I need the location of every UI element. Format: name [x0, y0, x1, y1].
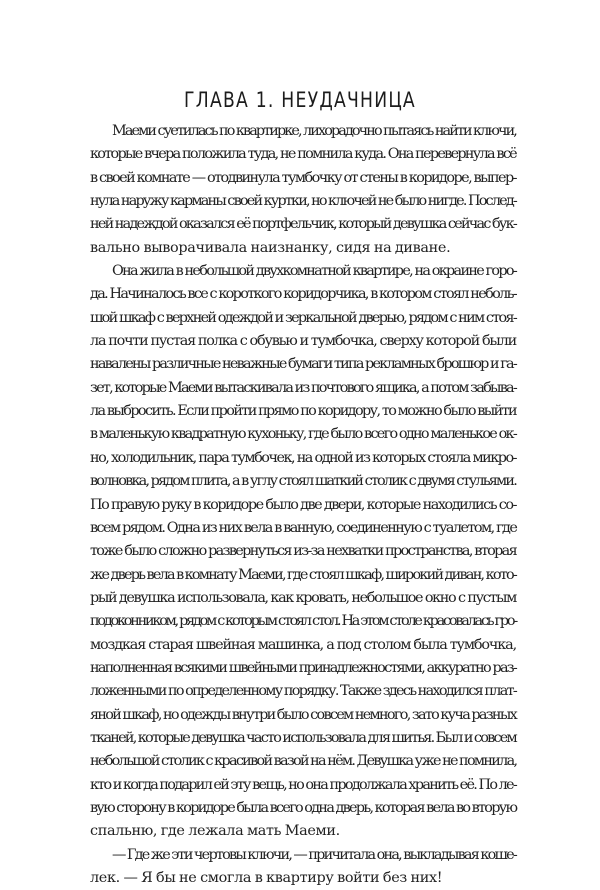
paragraph	[90, 844, 516, 890]
text-line: подоконником, рядом с которым стоял стол. На этом столе красовалась гро-	[90, 613, 516, 630]
text-line: небольшой столик с красивой вазой на нём. Девушка уже не помнила,	[90, 753, 517, 770]
text-line: волновка, рядом плита, а в углу стоял шаткий столик с двумя стульями.	[90, 473, 516, 490]
chapter-text	[90, 120, 516, 890]
text-line: всем рядом. Одна из них вела в ванную, соединенную с туалетом, где	[90, 519, 517, 536]
paragraph	[90, 120, 516, 260]
text-line: наполненная всякими швейными принадлежностями, аккуратно раз-	[90, 659, 516, 676]
text-line: Маеми суетилась по квартирке, лихорадочно пытаясь найти ключи,	[112, 123, 516, 139]
text-line: ла выбросить. Если пройти прямо по коридору, то можно было выйти	[90, 403, 516, 420]
text-line: яной шкаф, но одежды внутри было совсем немного, зато куча разных	[90, 706, 516, 723]
text-line: По правую руку в коридоре было две двери, которые находились со-	[90, 496, 516, 513]
text-line: ней надеждой оказался её портфельчик, который девушка сейчас бук-	[90, 216, 516, 233]
text-line: в маленькую квадратную кухоньку, где было всего одно маленькое ок-	[90, 426, 516, 443]
text-line: спальню, где лежала мать Маеми.	[90, 823, 340, 840]
text-line: тоже было сложно развернуться из-за нехватки пространства, вторая	[90, 543, 516, 560]
paragraph	[90, 260, 516, 844]
text-line: вально выворачивала наизнанку, сидя на диване.	[90, 239, 451, 256]
text-line: навалены различные неважные бумаги типа рекламных брошюр и га-	[90, 356, 516, 373]
text-line: шой шкаф с верхней одеждой и зеркальной дверью, рядом с ним стоя-	[90, 309, 516, 326]
text-line: тканей, которые девушка часто использовала для шитья. Был и совсем	[90, 729, 516, 746]
text-line: рый девушка использовала, как кровать, небольшое окно с пустым	[90, 589, 516, 606]
text-line: нула наружу карманы своей куртки, но ключей не было нигде. Послед-	[90, 193, 516, 210]
text-line: Она жила в небольшой двухкомнатной квартире, на окраине горо-	[112, 263, 516, 280]
text-line: — Где же эти чертовы ключи, — причитала она, выкладывая коше-	[112, 846, 516, 863]
text-line: кто и когда подарил ей эту вещь, но она продолжала хранить её. По ле-	[90, 776, 516, 793]
text-line: которые вчера положила туда, не помнила куда. Она перевернула всё	[90, 146, 516, 163]
text-line: но, холодильник, пара тумбочек, на одной из которых стояла микро-	[90, 449, 516, 466]
text-line: же дверь вела в комнату Маеми, где стоял шкаф, широкий диван, кото-	[90, 566, 516, 583]
text-line: моздкая старая швейная машинка, а под столом была тумбочка,	[90, 636, 516, 653]
text-line: ложенными по определенному порядку. Также здесь находился плат-	[90, 683, 516, 700]
chapter-title: ГЛАВА 1. НЕУДАЧНИЦА	[184, 88, 416, 112]
text-line: да. Начиналось все с короткого коридорчика, в котором стоял неболь-	[90, 286, 516, 303]
text-line: зет, которые Маеми вытаскивала из почтового ящика, а потом забыва-	[90, 379, 516, 396]
text-line: вую сторону в коридоре была всего одна дверь, которая вела во вторую	[90, 799, 517, 816]
text-line: в своей комнате — отодвинула тумбочку от стены в коридоре, выпер-	[90, 169, 516, 186]
text-line: ла почти пустая полка с обувью и тумбочка, сверху которой были	[90, 333, 516, 350]
text-line: лек. — Я бы не смогла в квартиру войти без них!	[90, 870, 443, 886]
